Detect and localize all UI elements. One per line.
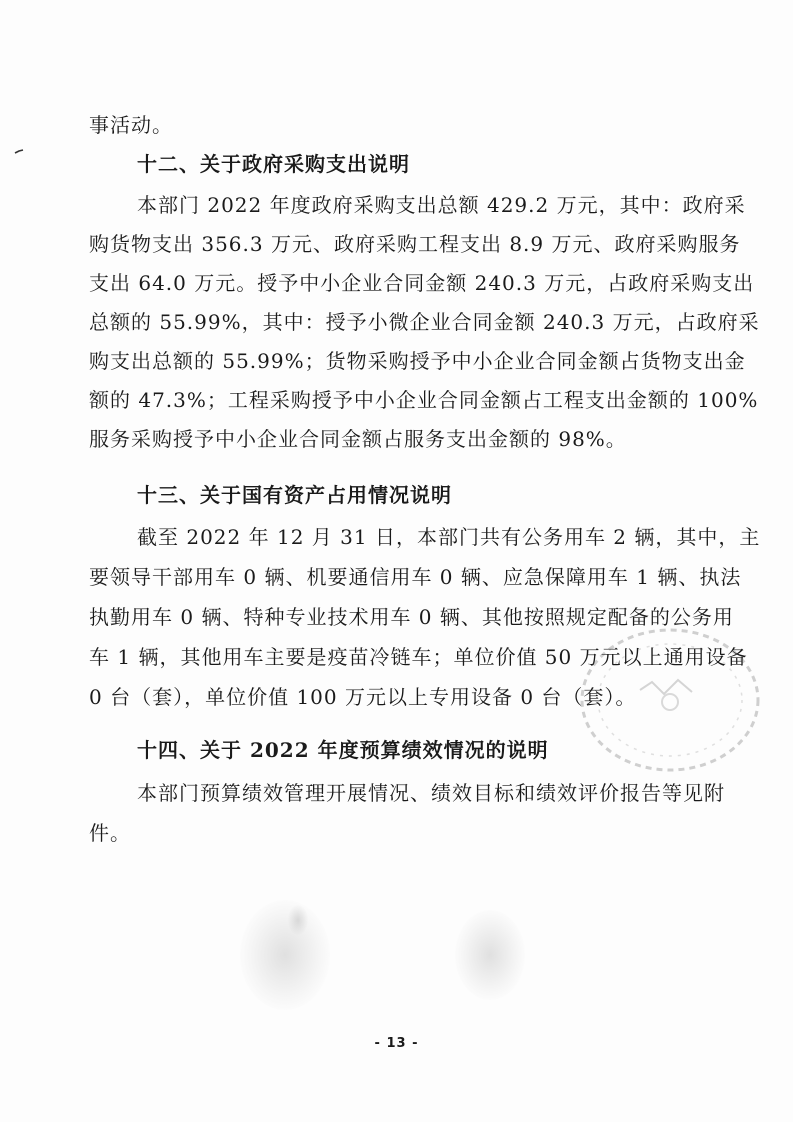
paragraph-line: 事活动。 bbox=[89, 113, 173, 137]
paragraph-line: 0 台（套），单位价值 100 万元以上专用设备 0 台（套）。 bbox=[89, 685, 637, 709]
scan-smudge bbox=[455, 910, 525, 1000]
paragraph-line: 支出 64.0 万元。授予中小企业合同金额 240.3 万元，占政府采购支出 bbox=[89, 271, 755, 295]
paragraph-line: 要领导干部用车 0 辆、机要通信用车 0 辆、应急保障用车 1 辆、执法 bbox=[89, 565, 742, 589]
paragraph-line: 本部门 2022 年度政府采购支出总额 429.2 万元，其中：政府采 bbox=[137, 193, 746, 217]
ink-mark bbox=[14, 149, 24, 155]
paragraph-line: 车 1 辆，其他用车主要是疫苗冷链车；单位价值 50 万元以上通用设备 bbox=[89, 645, 748, 669]
paragraph-line: 服务采购授予中小企业合同金额占服务支出金额的 98%。 bbox=[89, 427, 627, 451]
paragraph-line: 总额的 55.99%，其中：授予小微企业合同金额 240.3 万元，占政府采 bbox=[89, 310, 760, 334]
paragraph-line: 件。 bbox=[89, 821, 131, 845]
page-number: - 13 - bbox=[374, 1036, 419, 1051]
paragraph-line: 额的 47.3%；工程采购授予中小企业合同金额占工程支出金额的 100% bbox=[89, 388, 759, 412]
section-heading-12: 十二、关于政府采购支出说明 bbox=[137, 152, 410, 176]
official-seal-stamp bbox=[560, 620, 760, 780]
paragraph-line: 购货物支出 356.3 万元、政府采购工程支出 8.9 万元、政府采购服务 bbox=[89, 232, 741, 256]
section-heading-14: 十四、关于 2022 年度预算绩效情况的说明 bbox=[137, 738, 549, 762]
paragraph-line: 本部门预算绩效管理开展情况、绩效目标和绩效评价报告等见附 bbox=[137, 781, 725, 805]
scan-smudge bbox=[240, 900, 330, 1010]
paragraph-line: 购支出总额的 55.99%；货物采购授予中小企业合同金额占货物支出金 bbox=[89, 349, 746, 373]
paragraph-line: 执勤用车 0 辆、特种专业技术用车 0 辆、其他按照规定配备的公务用 bbox=[89, 605, 734, 629]
section-heading-13: 十三、关于国有资产占用情况说明 bbox=[137, 483, 452, 507]
paragraph-line: 截至 2022 年 12 月 31 日，本部门共有公务用车 2 辆，其中，主 bbox=[137, 525, 761, 549]
scan-smudge bbox=[288, 905, 308, 935]
